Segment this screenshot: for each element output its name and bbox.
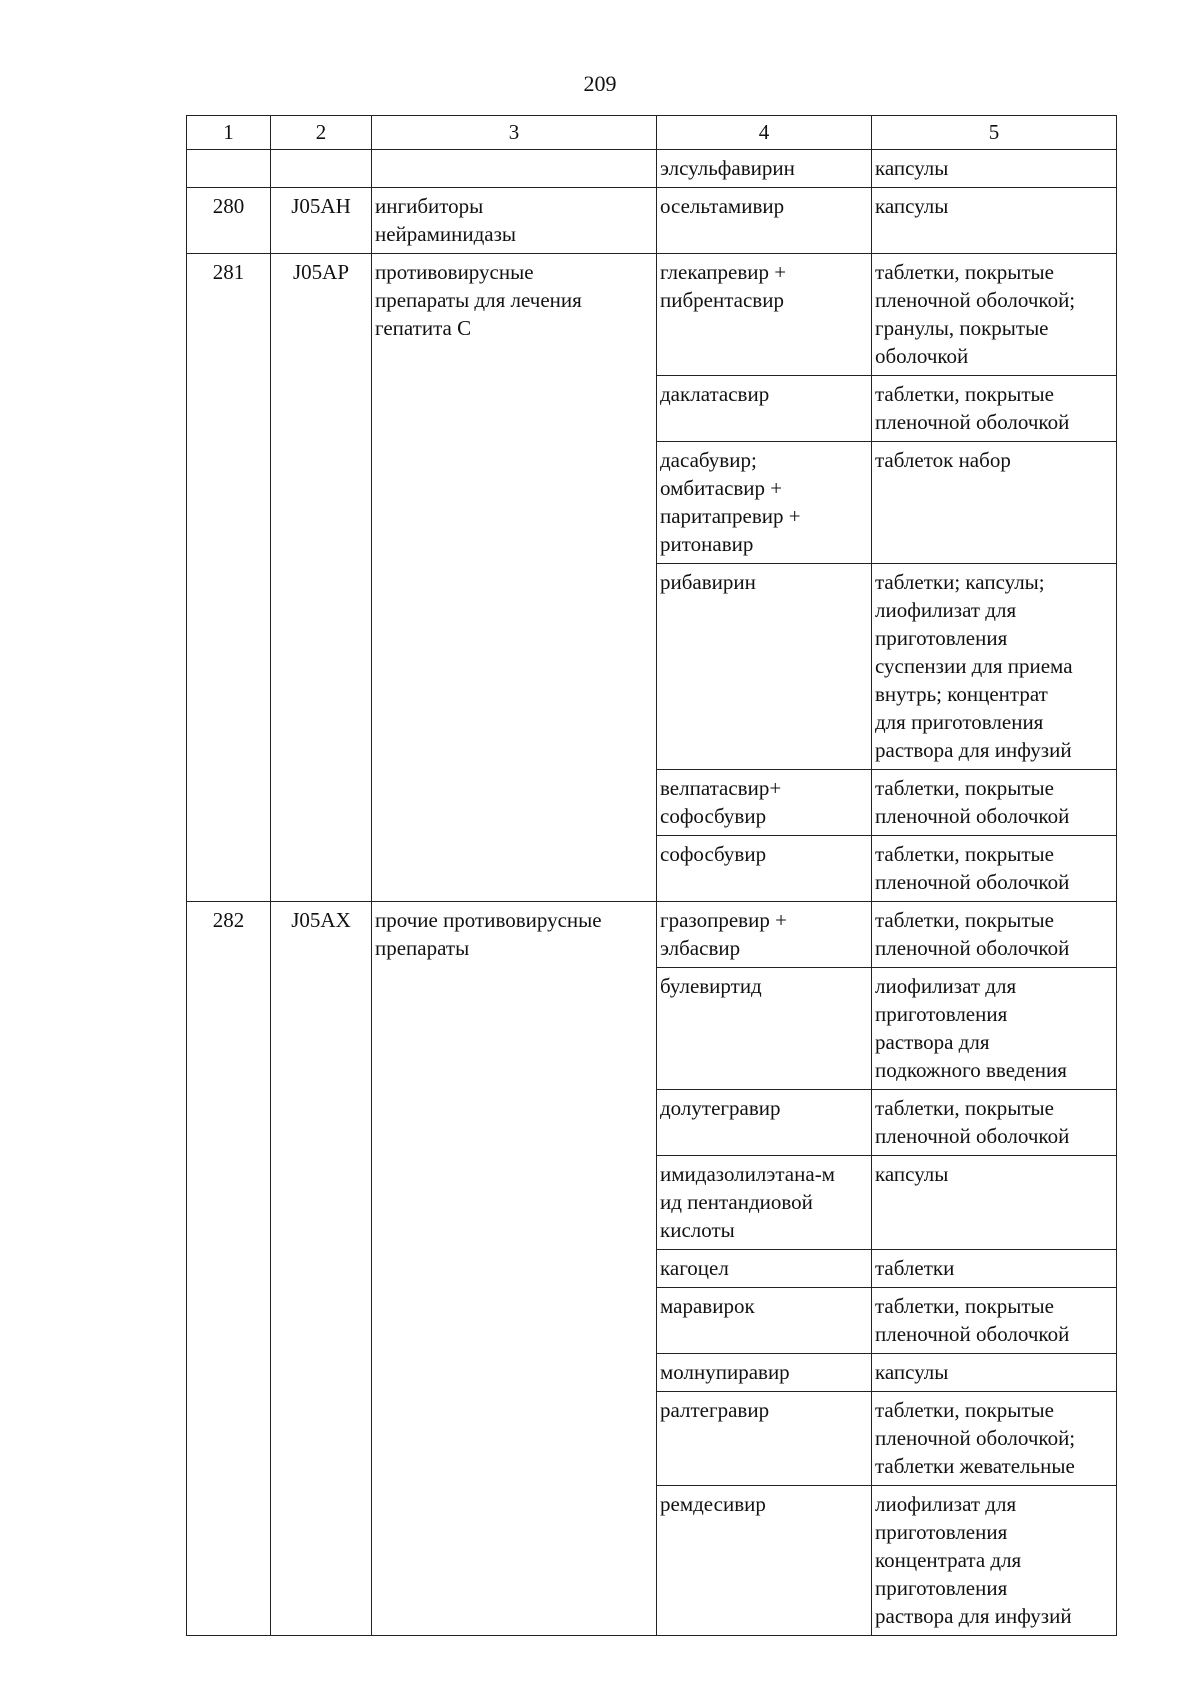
drug-name: кагоцел: [657, 1250, 872, 1288]
dosage-form: капсулы: [872, 1354, 1117, 1392]
dosage-form: лиофилизат для приготовления раствора для подкожного введения: [872, 968, 1117, 1090]
drug-name: глекапревир + пибрентасвир: [657, 254, 872, 376]
table-row: [187, 902, 1117, 968]
dosage-form: капсулы: [872, 150, 1117, 188]
pharmacological-group: противовирусные препараты для лечения гепатита С: [372, 254, 657, 902]
drug-name: гразопревир + элбасвир: [657, 902, 872, 968]
drug-name: дасабувир; омбитасвир + паритапревир + ритонавир: [657, 442, 872, 564]
table-row: [187, 150, 1117, 188]
pharmacological-group: прочие противовирусные препараты: [372, 902, 657, 1636]
table-row: [187, 188, 1117, 254]
dosage-form: таблетки, покрытые пленочной оболочкой; гранулы, покрытые оболочкой: [872, 254, 1117, 376]
drug-name: ралтегравир: [657, 1392, 872, 1486]
drug-name: рибавирин: [657, 564, 872, 770]
dosage-form: капсулы: [872, 188, 1117, 254]
dosage-form: таблетки, покрытые пленочной оболочкой: [872, 376, 1117, 442]
dosage-form: таблетки: [872, 1250, 1117, 1288]
row-number: 282: [187, 902, 271, 1636]
header-cell-2: 2: [271, 116, 372, 150]
header-cell-4: 4: [657, 116, 872, 150]
row-number: [187, 150, 271, 188]
pharmacological-group: [372, 150, 657, 188]
dosage-form: таблетки, покрытые пленочной оболочкой: [872, 770, 1117, 836]
dosage-form: таблетки, покрытые пленочной оболочкой; таблетки жевательные: [872, 1392, 1117, 1486]
table-row: [187, 254, 1117, 376]
dosage-form: таблетки, покрытые пленочной оболочкой: [872, 902, 1117, 968]
pharmacological-group: ингибиторы нейраминидазы: [372, 188, 657, 254]
drug-name: долутегравир: [657, 1090, 872, 1156]
header-cell-3: 3: [372, 116, 657, 150]
dosage-form: таблетки, покрытые пленочной оболочкой: [872, 1090, 1117, 1156]
header-cell-5: 5: [872, 116, 1117, 150]
drug-name: софосбувир: [657, 836, 872, 902]
atc-code: J05AP: [271, 254, 372, 902]
table-body: [187, 150, 1117, 1636]
dosage-form: лиофилизат для приготовления концентрата для приготовления раствора для инфузий: [872, 1486, 1117, 1636]
atc-code: J05AH: [271, 188, 372, 254]
drug-name: ремдесивир: [657, 1486, 872, 1636]
row-number: 280: [187, 188, 271, 254]
drug-name: элсульфавирин: [657, 150, 872, 188]
dosage-form: таблетки; капсулы; лиофилизат для приготовления суспензии для приема внутрь; концентрат для приготовления раствора для инфузий: [872, 564, 1117, 770]
dosage-form: капсулы: [872, 1156, 1117, 1250]
header-cell-1: 1: [187, 116, 271, 150]
table-header-row: [187, 116, 1117, 150]
atc-code: [271, 150, 372, 188]
page-number: 209: [583, 71, 617, 96]
row-number: 281: [187, 254, 271, 902]
drug-name: булевиртид: [657, 968, 872, 1090]
dosage-form: таблеток набор: [872, 442, 1117, 564]
drug-name: велпатасвир+ софосбувир: [657, 770, 872, 836]
drug-name: осельтамивир: [657, 188, 872, 254]
drug-name: имидазолилэтана-м ид пентандиовой кислоты: [657, 1156, 872, 1250]
drug-table: [186, 115, 1117, 1636]
drug-name: маравирок: [657, 1288, 872, 1354]
dosage-form: таблетки, покрытые пленочной оболочкой: [872, 1288, 1117, 1354]
atc-code: J05AX: [271, 902, 372, 1636]
drug-name: даклатасвир: [657, 376, 872, 442]
dosage-form: таблетки, покрытые пленочной оболочкой: [872, 836, 1117, 902]
drug-name: молнупиравир: [657, 1354, 872, 1392]
